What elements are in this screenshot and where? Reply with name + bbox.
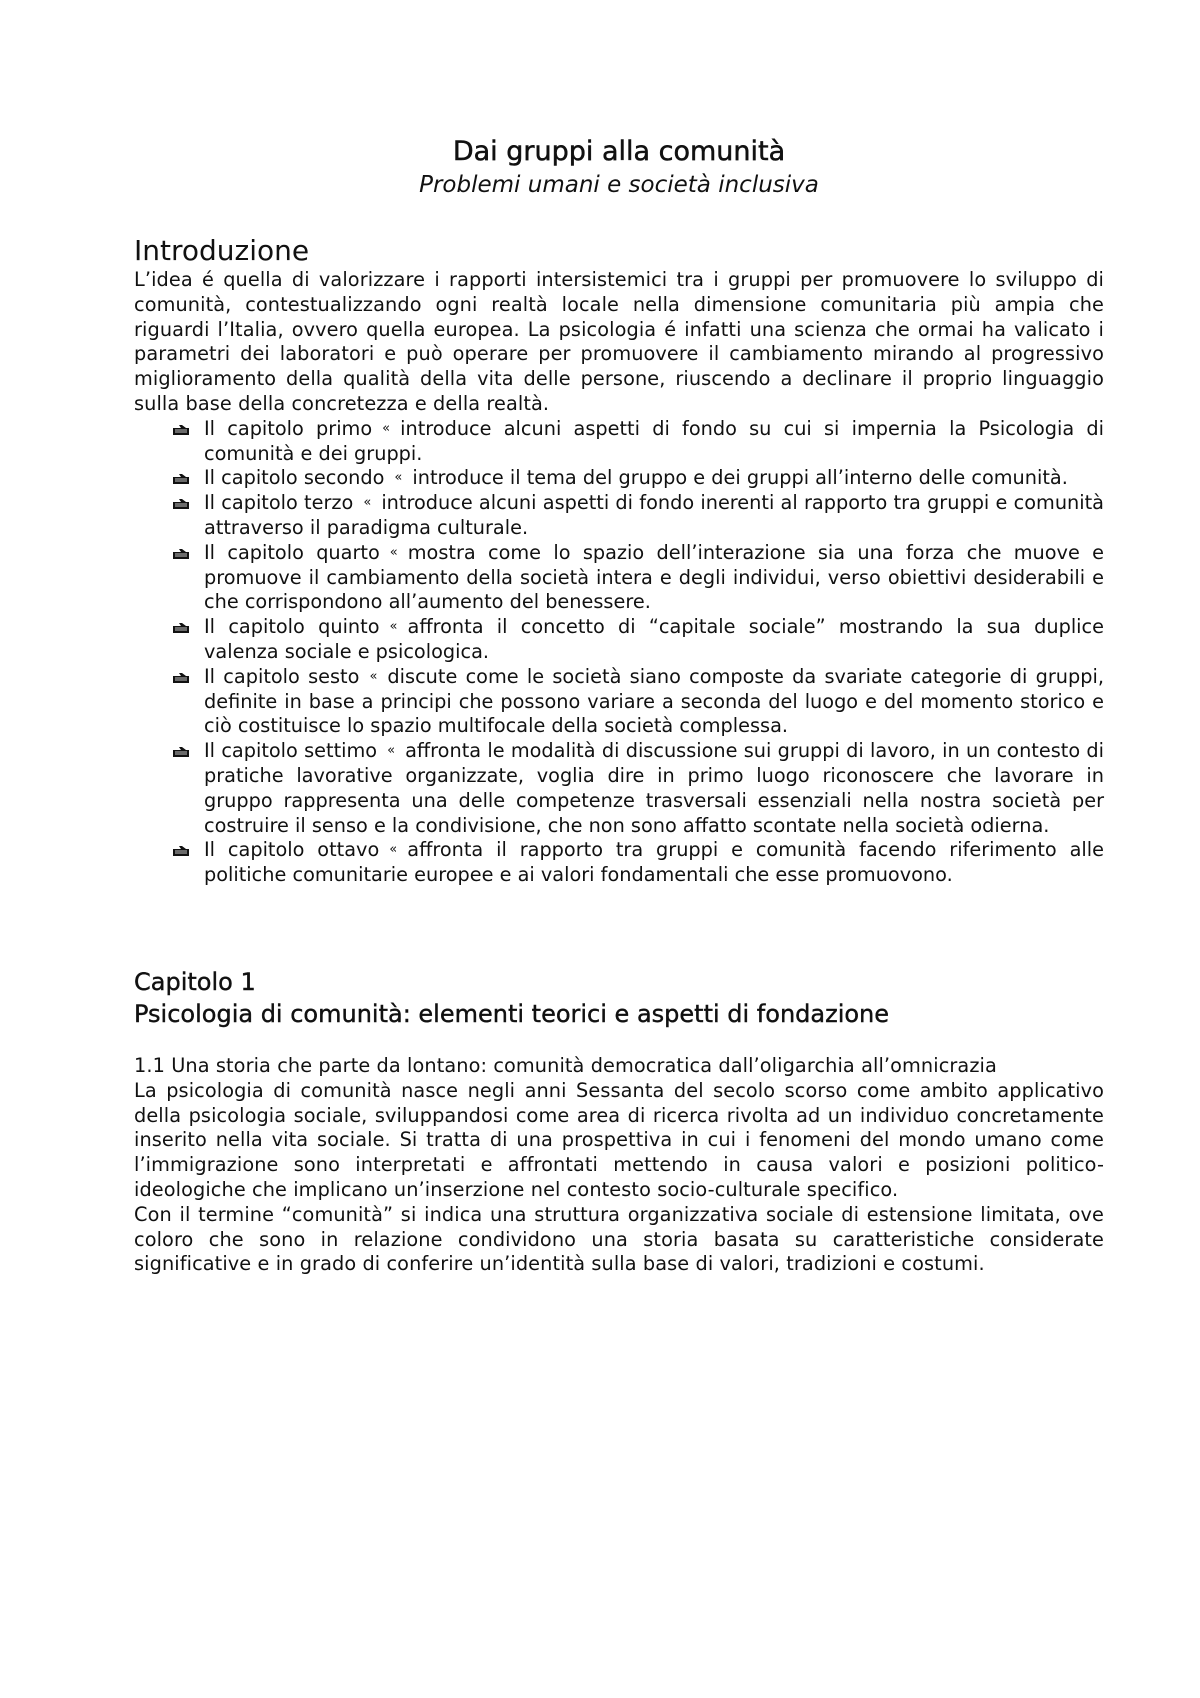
document-subtitle: Problemi umani e società inclusiva — [419, 172, 819, 198]
chapter-label: Il capitolo quinto — [204, 615, 380, 639]
chapter-description: introduce il tema del gruppo e dei gruppi all’interno delle comunità. — [412, 466, 1068, 490]
chapter-description: introduce alcuni aspetti di fondo inerenti al rapporto tra gruppi e comunità attraverso il paradigma culturale. — [204, 491, 1104, 539]
arrow-icon: « — [363, 495, 372, 511]
chapter-description: introduce alcuni aspetti di fondo su cui si impernia la Psicologia di comunità e dei gruppi. — [204, 416, 1104, 465]
arrow-icon: « — [382, 420, 391, 436]
arrow-icon: « — [387, 743, 396, 759]
chapter-label: Il capitolo quarto — [204, 540, 380, 564]
pointing-hand-icon — [172, 473, 190, 485]
list-item — [172, 665, 1104, 739]
list-item — [172, 615, 1104, 665]
chapter-label: Il capitolo primo — [204, 416, 373, 440]
arrow-icon: « — [389, 619, 398, 635]
list-item — [172, 491, 1104, 541]
chapter-summary-list — [134, 417, 1104, 888]
chapter-description: affronta le modalità di discussione sui gruppi di lavoro, in un contesto di pratiche lavorative organizzate, voglia dire in primo luogo riconoscere che lavorare in gruppo rappresenta una delle competenze trasversali essenziali nella nostra società per costruire il senso e la condivisione, che non sono affatto scontate nella società odierna. — [204, 739, 1104, 837]
pointing-hand-icon — [172, 548, 190, 560]
list-item — [172, 739, 1104, 838]
arrow-icon: « — [369, 668, 378, 684]
arrow-icon: « — [389, 544, 398, 560]
document-title: Dai gruppi alla comunità — [452, 136, 786, 167]
list-item — [172, 838, 1104, 888]
pointing-hand-icon — [172, 498, 190, 510]
chapter-1-block — [134, 966, 1104, 1277]
document-page — [134, 134, 1104, 1277]
chapter-title: Psicologia di comunità: elementi teorici e aspetti di fondazione — [134, 999, 890, 1028]
list-item — [172, 466, 1104, 491]
pointing-hand-icon — [172, 622, 190, 634]
list-item — [172, 417, 1104, 467]
chapter-number: Capitolo 1 — [134, 967, 256, 996]
chapter-paragraph-2: Con il termine “comunità” si indica una struttura organizzativa sociale di estensione limitata, ove coloro che sono in relazione condividono una storia basata su caratteristiche considerate significative e in grado di conferire un’identità sulla base di valori, tradizioni e costumi. — [134, 1202, 1104, 1276]
chapter-description: affronta il rapporto tra gruppi e comunità facendo riferimento alle politiche comunitarie europee e ai valori fondamentali che esse promuovono. — [204, 838, 1104, 887]
chapter-paragraph-1: La psicologia di comunità nasce negli anni Sessanta del secolo scorso come ambito applicativo della psicologia sociale, sviluppandosi come area di ricerca rivolta ad un individuo concretamente inserito nella vita sociale. Si tratta di una prospettiva in cui i fenomeni del mondo umano come l’immigrazione sono interpretati e affrontati mettendo in causa valori e posizioni politico-ideologiche che implicano un’inserzione nel contesto socio-culturale specifico. — [134, 1078, 1104, 1201]
arrow-icon: « — [389, 842, 398, 858]
chapter-label: Il capitolo settimo — [204, 739, 378, 763]
section-heading: 1.1 Una storia che parte da lontano: comunità democratica dall’oligarchia all’omnicrazia — [134, 1053, 997, 1077]
pointing-hand-icon — [172, 845, 190, 857]
chapter-description: discute come le società siano composte da svariate categorie di gruppi, definite in base a principi che possono variare a seconda del luogo e del momento storico e ciò costituisce lo spazio multifocale della società complessa. — [204, 664, 1104, 738]
list-item — [172, 541, 1104, 615]
chapter-description: mostra come lo spazio dell’interazione sia una forza che muove e promuove il cambiamento della società intera e degli individui, verso obiettivi desiderabili e che corrispondono all’aumento del benessere. — [204, 540, 1104, 614]
chapter-label: Il capitolo ottavo — [204, 838, 380, 862]
introduction-paragraph: L’idea é quella di valorizzare i rapporti intersistemici tra i gruppi per promuovere lo sviluppo di comunità, contestualizzando ogni realtà locale nella dimensione comunitaria più ampia che riguardi l’Italia, ovvero quella europea. La psicologia é infatti una scienza che ormai ha valicato i parametri dei laboratori e può operare per promuovere il cambiamento mirando al progressivo miglioramento della qualità della vita delle persone, riuscendo a declinare il proprio linguaggio sulla base della concretezza e della realtà. — [134, 268, 1104, 415]
introduction-heading: Introduzione — [134, 234, 310, 267]
chapter-label: Il capitolo terzo — [204, 491, 354, 515]
chapter-label: Il capitolo secondo — [204, 466, 385, 490]
chapter-description: affronta il concetto di “capitale sociale” mostrando la sua duplice valenza sociale e psicologica. — [204, 615, 1105, 663]
pointing-hand-icon — [172, 672, 190, 684]
pointing-hand-icon — [172, 746, 190, 758]
pointing-hand-icon — [172, 424, 190, 436]
arrow-icon: « — [394, 470, 403, 486]
chapter-label: Il capitolo sesto — [204, 664, 360, 688]
